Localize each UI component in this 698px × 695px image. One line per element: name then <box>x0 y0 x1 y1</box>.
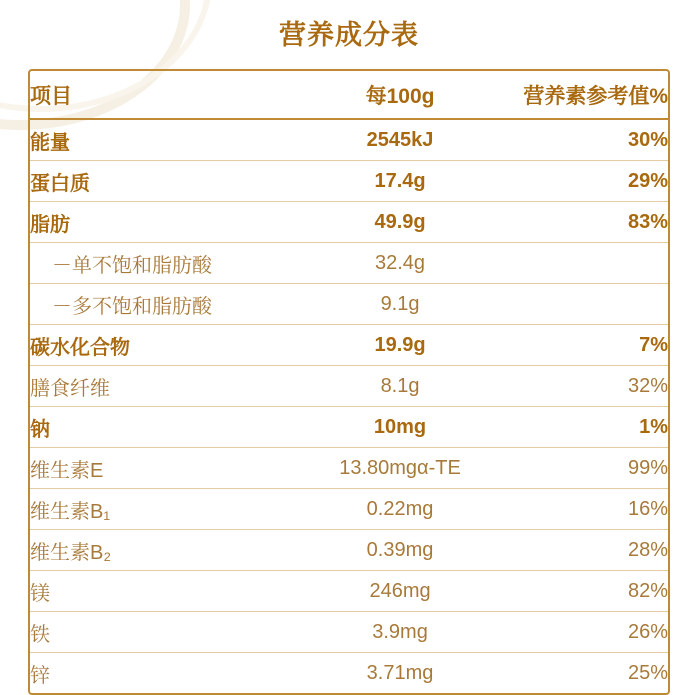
table-row <box>30 366 668 407</box>
table-row <box>30 325 668 366</box>
cell-nutrient-name: 能量 <box>30 131 70 154</box>
table-row <box>30 448 668 489</box>
cell-amount: 10mg <box>373 415 427 438</box>
table-row <box>30 407 668 448</box>
cell-nrv <box>502 284 668 325</box>
cell-nutrient-name: 维生素B₁ <box>30 500 111 523</box>
table-header-row <box>30 71 668 119</box>
nutrition-table <box>30 71 668 693</box>
cell-nutrient-name: 碳水化合物 <box>30 336 130 359</box>
cell-nrv: 25% <box>627 661 668 684</box>
cell-nutrient-name: 脂肪 <box>30 213 70 236</box>
cell-nutrient-name: 维生素B₂ <box>30 541 112 564</box>
cell-nrv: 7% <box>639 333 668 356</box>
cell-nutrient-name: 铁 <box>30 623 50 646</box>
cell-nutrient-name: 镁 <box>30 582 50 605</box>
header-item: 项目 <box>30 84 72 108</box>
table-row <box>30 202 668 243</box>
table-row <box>30 161 668 202</box>
cell-amount: 13.80mgα-TE <box>339 456 461 479</box>
cell-nrv: 32% <box>627 374 668 397</box>
cell-nutrient-name: 蛋白质 <box>30 172 90 195</box>
page-title: 营养成分表 <box>279 20 419 50</box>
table-row <box>30 119 668 161</box>
table-row <box>30 530 668 571</box>
table-row <box>30 612 668 653</box>
cell-nutrient-name: －单不饱和脂肪酸 <box>52 254 212 277</box>
table-row <box>30 284 668 325</box>
cell-nrv: 28% <box>627 538 668 561</box>
cell-amount: 17.4g <box>374 169 426 192</box>
cell-nutrient-name: 钠 <box>30 418 50 441</box>
cell-nrv: 16% <box>627 497 668 520</box>
cell-nrv: 83% <box>627 210 668 233</box>
cell-amount: 49.9g <box>374 210 426 233</box>
cell-amount: 19.9g <box>374 333 426 356</box>
cell-nrv <box>502 243 668 284</box>
cell-amount: 0.39mg <box>366 538 434 561</box>
table-row <box>30 653 668 694</box>
cell-amount: 3.9mg <box>372 620 428 643</box>
cell-amount: 32.4g <box>375 251 426 274</box>
cell-nutrient-name: 维生素E <box>30 459 104 482</box>
header-per-100g: 每100g <box>365 84 435 108</box>
cell-nrv: 1% <box>639 415 668 438</box>
nutrition-table-container <box>28 69 670 695</box>
cell-nrv: 29% <box>627 169 668 192</box>
cell-amount: 9.1g <box>380 292 420 315</box>
cell-nutrient-name: －多不饱和脂肪酸 <box>52 295 212 318</box>
table-row <box>30 243 668 284</box>
cell-nrv: 30% <box>627 128 668 151</box>
header-nrv: 营养素参考值% <box>523 84 668 108</box>
cell-amount: 2545kJ <box>366 128 434 151</box>
cell-amount: 3.71mg <box>366 661 434 684</box>
cell-nrv: 82% <box>627 579 668 602</box>
cell-nrv: 26% <box>627 620 668 643</box>
nutrition-table-body <box>30 71 668 693</box>
cell-nutrient-name: 膳食纤维 <box>30 377 110 400</box>
cell-amount: 246mg <box>369 579 431 602</box>
cell-nrv: 99% <box>627 456 668 479</box>
table-row <box>30 489 668 530</box>
table-row <box>30 571 668 612</box>
cell-amount: 8.1g <box>380 374 420 397</box>
cell-nutrient-name: 锌 <box>30 664 50 687</box>
cell-amount: 0.22mg <box>366 497 434 520</box>
